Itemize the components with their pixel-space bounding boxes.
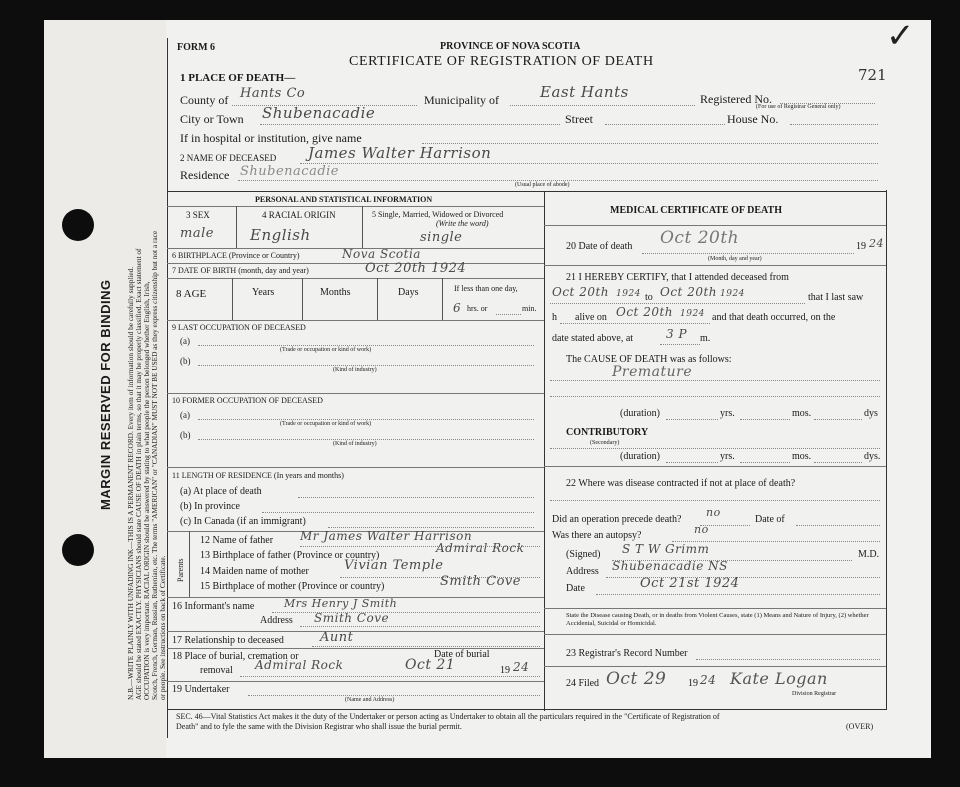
check-mark-icon: ✓ [886, 18, 915, 55]
last-saw-label: that I last saw [808, 292, 864, 303]
physician-address-value: Shubenacadie NS [612, 559, 728, 573]
registered-label: Registered No. [700, 92, 772, 106]
municipality-label: Municipality of [424, 93, 499, 107]
registrar-signature: Kate Logan [730, 669, 828, 688]
date-of-death-year: 24 [869, 237, 884, 250]
duration-months-label: mos. [792, 408, 812, 419]
sec46-note-line2: Death" and to fyle the same with the Division Registrar who shall issue the burial permit. [176, 722, 462, 731]
former-b-note: (Kind of industry) [333, 441, 377, 447]
margin-instructions-line: AGE should be stated EXACTLY. PHYSICIANS should state CAUSE OF DEATH in plain terms, so that it may be properly classified. Exact statement of [134, 248, 143, 700]
cause-of-death-label: The CAUSE OF DEATH was as follows: [566, 354, 732, 365]
occupation-a-note: (Trade or occupation or kind of work) [280, 347, 372, 353]
time-of-death-value: 3 P [666, 327, 688, 341]
marital-status-value: single [420, 230, 463, 245]
residence-place-label: (a) At place of death [180, 486, 262, 497]
disease-contracted-label: 22 Where was disease contracted if not at place of death? [566, 478, 796, 489]
violent-causes-note: State the Disease causing Death, or in deaths from Violent Causes, state (1) Means and Nature of Injury, (2) whether Accidental, Suicidal or Homicidal. [566, 612, 869, 627]
parents-label: Parents [176, 558, 185, 582]
undertaker-label: 19 Undertaker [172, 684, 230, 695]
burial-year-prefix: 19 [500, 665, 510, 676]
certify-text: 21 I HEREBY CERTIFY, that I attended deceased from [566, 272, 789, 283]
relationship-label: 17 Relationship to deceased [172, 635, 284, 646]
over-label: (OVER) [846, 722, 874, 731]
registrar-note: Division Registrar [792, 691, 837, 697]
autopsy-label: Was there an autopsy? [552, 530, 642, 541]
age-hours-value: 6 [453, 301, 462, 315]
sign-date-label: Date [566, 583, 585, 594]
attended-to-label: to [645, 292, 653, 303]
filed-value: Oct 29 [606, 669, 667, 689]
operation-date-label: Date of [755, 514, 785, 525]
margin-instructions-line: Scotch, French, German, Russian, Ruthenian, etc. The terms "AMERICAN" or "CANADIAN" MUST NOT BE USED as they express citizenship but not a race [150, 230, 159, 700]
certificate-title: CERTIFICATE OF REGISTRATION OF DEATH [349, 54, 654, 69]
medical-heading: MEDICAL CERTIFICATE OF DEATH [610, 205, 782, 216]
death-occurred-label: and that death occurred, on the [712, 312, 836, 323]
mother-birthplace-label: 15 Birthplace of mother (Province or country) [200, 581, 385, 592]
secondary-label: (Secondary) [590, 440, 620, 446]
sec46-note-line1: SEC. 46—Vital Statistics Act makes it the duty of the Undertaker or person acting as Undertaker to obtain all the particulars required in the "Certificate of Registration of [176, 712, 720, 721]
date-of-death-year-prefix: 19 [856, 241, 866, 252]
residence-province-label: (b) In province [180, 501, 240, 512]
residence-canada-label: (c) In Canada (if an immigrant) [180, 516, 306, 527]
father-birthplace-value: Admiral Rock [436, 541, 525, 555]
duration-days-label: dys [864, 408, 878, 419]
contributory-duration-label: (duration) [620, 451, 660, 462]
burial-year-value: 24 [513, 660, 530, 674]
burial-label: 18 Place of burial, cremation or [172, 651, 299, 662]
deceased-name-value: James Walter Harrison [308, 144, 492, 162]
contributory-days-label: dys. [864, 451, 881, 462]
age-years-label: Years [252, 287, 275, 298]
sex-value: male [180, 226, 214, 241]
birthplace-value: Nova Scotia [342, 247, 421, 261]
filed-year-value: 24 [700, 673, 717, 687]
birthplace-label: 6 BIRTHPLACE (Province or Country) [172, 251, 300, 260]
former-a-label: (a) [180, 410, 190, 420]
burial-date-value: Oct 21 [405, 657, 456, 673]
signed-value: S T W Grimm [622, 542, 710, 556]
form-left-border [167, 38, 168, 738]
province-title: PROVINCE OF NOVA SCOTIA [440, 41, 581, 52]
father-name-value: Mr James Walter Harrison [300, 529, 473, 543]
father-birthplace-label: 13 Birthplace of father (Province or country) [200, 550, 380, 561]
attended-to-value: Oct 20th [660, 285, 718, 299]
racial-origin-value: English [250, 226, 311, 244]
residence-length-heading: 11 LENGTH OF RESIDENCE (In years and months) [172, 471, 344, 480]
marital-status-note: (Write the word) [436, 219, 489, 228]
margin-instructions-line: N.B.—WRITE PLAINLY WITH UNFADING INK—THIS IS A PERMANENT RECORD. Every item of information should be carefully supplied. [126, 266, 135, 700]
residence-note: (Usual place of abode) [515, 182, 570, 188]
burial-removal-label: removal [200, 665, 233, 676]
relationship-value: Aunt [320, 630, 354, 645]
filed-label: 24 Filed [566, 678, 600, 689]
signed-label: (Signed) [566, 549, 601, 560]
street-label: Street [565, 112, 593, 126]
physician-address-label: Address [566, 566, 599, 577]
dob-value: Oct 20th 1924 [365, 261, 467, 276]
last-occupation-heading: 9 LAST OCCUPATION OF DECEASED [172, 323, 306, 332]
age-months-label: Months [320, 287, 351, 298]
margin-instructions-line: OCCUPATION is very important. RACIAL ORIGIN should be answered by stating to what people the person belonged whether English, Irish, [142, 281, 151, 700]
marital-status-label: 5 Single, Married, Widowed or Divorced [372, 210, 504, 219]
hours-label: hrs. or [467, 304, 488, 313]
occupation-b-label: (b) [180, 356, 191, 366]
burial-date-label: Date of burial [434, 649, 490, 660]
minutes-label: min. [522, 304, 537, 313]
md-label: M.D. [858, 549, 880, 560]
punch-hole [62, 534, 94, 566]
mother-name-label: 14 Maiden name of mother [200, 566, 309, 577]
informant-label: 16 Informant's name [172, 601, 255, 612]
city-value: Shubenacadie [262, 104, 376, 122]
contributory-months-label: mos. [792, 451, 812, 462]
occupation-b-note: (Kind of industry) [333, 367, 377, 373]
alive-on-label: alive on [575, 312, 607, 323]
time-suffix: m. [700, 333, 711, 344]
duration-years-label: yrs. [720, 408, 735, 419]
form-number: FORM 6 [177, 42, 216, 53]
father-name-label: 12 Name of father [200, 535, 274, 546]
cause-of-death-value: Premature [612, 364, 693, 380]
operation-label: Did an operation precede death? [552, 514, 682, 525]
operation-value: no [706, 506, 721, 519]
margin-reserved-label: MARGIN RESERVED FOR BINDING [98, 279, 113, 510]
place-heading: 1 PLACE OF DEATH— [180, 72, 296, 84]
certificate-number: 721 [858, 66, 887, 84]
county-value: Hants Co [240, 86, 306, 101]
age-label: 8 AGE [176, 288, 207, 300]
residence-label: Residence [180, 168, 230, 182]
burial-place-value: Admiral Rock [255, 658, 344, 672]
former-b-label: (b) [180, 430, 191, 440]
city-label: City or Town [180, 112, 244, 126]
filed-year-prefix: 19 [688, 678, 698, 689]
alive-prefix: h [552, 312, 557, 323]
county-label: County of [180, 93, 229, 107]
date-of-death-label: 20 Date of death [566, 241, 633, 252]
attended-to-year: 1924 [720, 289, 745, 299]
contributory-years-label: yrs. [720, 451, 735, 462]
deceased-name-label: 2 NAME OF DECEASED [180, 153, 277, 163]
date-of-death-value: Oct 20th [660, 228, 740, 248]
former-occupation-heading: 10 FORMER OCCUPATION OF DECEASED [172, 396, 323, 405]
hospital-label: If in hospital or institution, give name [180, 131, 362, 145]
informant-address-label: Address [260, 615, 293, 626]
alive-on-value: Oct 20th [616, 305, 674, 319]
record-number-label: 23 Registrar's Record Number [566, 648, 688, 659]
autopsy-value: no [694, 523, 709, 536]
house-label: House No. [727, 112, 779, 126]
registered-note: (For use of Registrar General only) [756, 104, 841, 110]
sign-date-value: Oct 21st 1924 [640, 576, 740, 591]
attended-from-value: Oct 20th [552, 285, 610, 299]
attended-from-year: 1924 [616, 289, 641, 299]
informant-value: Mrs Henry J Smith [284, 597, 398, 610]
margin-instructions-line: or people. See instructions on back of Certificate. [158, 555, 167, 700]
personal-heading: PERSONAL AND STATISTICAL INFORMATION [255, 195, 433, 204]
less-than-day-label: If less than one day, [454, 284, 518, 293]
mother-name-value: Vivian Temple [344, 558, 444, 573]
column-divider [544, 191, 545, 711]
former-a-note: (Trade or occupation or kind of work) [280, 421, 372, 427]
form-right-border [886, 190, 887, 710]
punch-hole [62, 209, 94, 241]
municipality-value: East Hants [540, 83, 629, 101]
age-days-label: Days [398, 287, 419, 298]
contributory-label: CONTRIBUTORY [566, 427, 649, 438]
mother-birthplace-value: Smith Cove [440, 574, 521, 589]
racial-origin-label: 4 RACIAL ORIGIN [262, 210, 336, 220]
undertaker-note: (Name and Address) [345, 697, 395, 703]
residence-value: Shubenacadie [240, 164, 339, 179]
occupation-a-label: (a) [180, 336, 190, 346]
date-of-death-note: (Month, day and year) [708, 256, 762, 262]
date-stated-label: date stated above, at [552, 333, 634, 344]
duration-label: (duration) [620, 408, 660, 419]
sex-label: 3 SEX [186, 210, 210, 220]
alive-on-year: 1924 [680, 309, 705, 319]
informant-address-value: Smith Cove [314, 611, 390, 625]
dob-label: 7 DATE OF BIRTH (month, day and year) [172, 266, 309, 275]
